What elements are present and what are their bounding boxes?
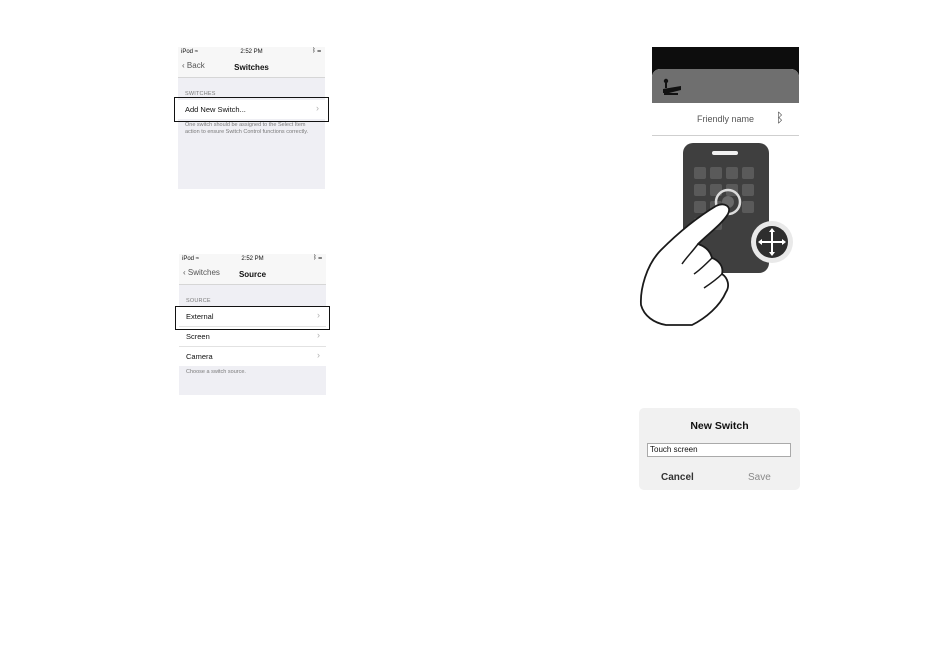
back-label: Back xyxy=(186,61,205,70)
status-bar xyxy=(178,47,325,58)
screen-source xyxy=(179,254,326,395)
bluetooth-icon: ᛒ xyxy=(776,110,784,125)
new-switch-dialog xyxy=(639,408,800,490)
add-new-switch-row[interactable] xyxy=(178,100,325,119)
section-footer: Choose a switch source. xyxy=(186,369,246,375)
chevron-left-icon: ‹ xyxy=(182,61,185,70)
source-row-screen[interactable] xyxy=(179,326,326,346)
carrier-label: iPod xyxy=(181,49,194,55)
source-row-camera[interactable] xyxy=(179,346,326,366)
chevron-right-icon: › xyxy=(316,103,319,113)
navigation-bar xyxy=(179,265,326,285)
section-footer: One switch should be assigned to the Select Item action to ensure Switch Control functions correctly. xyxy=(185,122,309,136)
switch-name-input[interactable]: Touch screen xyxy=(647,443,791,457)
status-bar xyxy=(179,254,326,265)
section-header: SWITCHES xyxy=(185,91,216,97)
wifi-icon: ≈ xyxy=(194,49,198,55)
save-button[interactable]: Save xyxy=(748,472,771,483)
section-header: SOURCE xyxy=(186,298,211,304)
friendly-name-label: Friendly name xyxy=(697,114,755,124)
screen-switches xyxy=(178,47,325,189)
battery-icon: ▭ xyxy=(317,48,321,54)
wifi-icon: ≈ xyxy=(195,256,199,262)
dialog-title: New Switch xyxy=(690,420,749,432)
bluetooth-icon: ᛒ xyxy=(313,255,317,261)
row-label: External xyxy=(186,312,214,321)
cancel-button[interactable]: Cancel xyxy=(661,472,694,483)
row-label: Screen xyxy=(186,332,210,341)
page-title: Source xyxy=(238,270,267,279)
carrier-label: iPod xyxy=(182,256,195,262)
chevron-right-icon: › xyxy=(317,310,320,320)
battery-icon: ▭ xyxy=(318,255,322,261)
page-title: Switches xyxy=(234,63,269,72)
status-time: 2:52 PM xyxy=(240,49,263,55)
bluetooth-icon: ᛒ xyxy=(312,48,316,54)
device-header xyxy=(652,69,799,103)
row-label: Camera xyxy=(186,352,213,361)
divider xyxy=(652,135,799,136)
status-time: 2:52 PM xyxy=(241,256,264,262)
chevron-right-icon: › xyxy=(317,350,320,360)
touch-screen-illustration xyxy=(636,140,806,330)
source-row-external[interactable] xyxy=(179,307,326,326)
chevron-right-icon: › xyxy=(317,330,320,340)
row-label: Add New Switch... xyxy=(185,105,246,114)
chevron-left-icon: ‹ xyxy=(183,268,186,277)
navigation-bar xyxy=(178,58,325,78)
switch-device-icon xyxy=(661,77,683,97)
back-label: Switches xyxy=(187,268,220,277)
